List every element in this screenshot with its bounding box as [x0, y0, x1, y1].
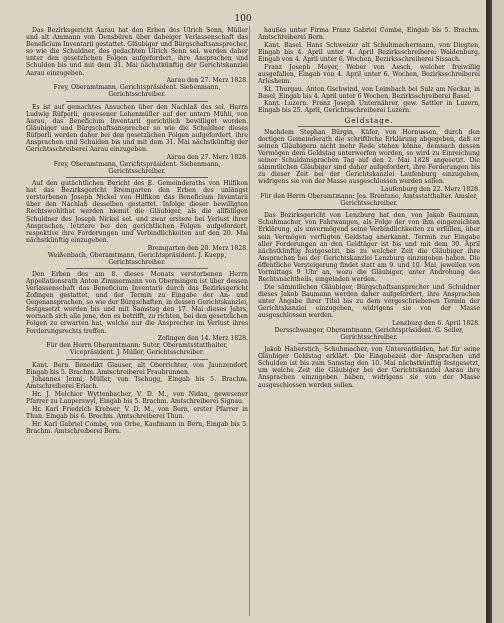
left-column-signature-line: Aarau den 27. Merz 1828.	[166, 77, 248, 85]
left-column-signature-line: Bremgarten den 20. Merz 1828.	[147, 244, 248, 252]
right-column-paragraph: Jakob Haberstich, Schuhmacher, von Unterentfelden, hat für seine Gläubiger Geldstag erklärt. Die Eingabezeit der Ansprachen und Schulden ist bis zum Samstag den 10. Mai nächstkünftig festgesetzt, um welche Zeit die Gläubiger bei der Gerichtskanzlei Aarau ihre Ansprachen einzugeben haben, widrigens sie von der Masse ausgeschlossen werden sollen.	[258, 346, 480, 389]
right-column-signature-line: Laufenburg den 22. Merz 1828.	[380, 185, 480, 193]
right-column-paragraph: haußes unter Firma Franz Gabriel Combe, Eingab bis 5. Brachm. Amtschreiberei Bern.	[258, 27, 480, 42]
right-column-signature-block: Für den Herrn Oberamtmann: Jos. Brentano, Amtsstatthalter. Amsler, Gerichtsschreiber.	[260, 193, 478, 208]
left-column-signature-line: Zofingen den 14. Merz 1828.	[157, 335, 248, 343]
separator-rule	[298, 209, 440, 210]
left-column-paragraph: Hr. Karl Friedrich Krebser, V. D. M., von Bern, erster Pfarrer in Thun. Eingab bis 6. Brachm. Amtschreiberei Thun.	[26, 405, 248, 420]
left-column	[26, 27, 248, 435]
right-column-section-heading: Geldstage.	[344, 115, 394, 125]
right-column-paragraph: Kt. Thurgau. Anton Gschwind, von Leimbach bei Sulz am Neckar, in Basel, Eingab bis 4. April unter 6 Wochen, Bezirksschreiberei Basel.	[258, 85, 480, 100]
left-column-paragraph: Auf den gutächtlichen Bericht des E. Gemeinderaths von Hilfikon hat das Bezirksgericht Bremgarten den Erben des unlängst verstorbenen Joseph Nickel von Hilfikon das Beneficium Inventarii über den Nachlaß desselben gestattet. Infolge dieser bewilligten Rechtswohlthat werden hiemit die Gläubiger, als die allfälligen Schuldner des Joseph Nickel sel. und zwar erstere bei Verlust ihrer Ansprachen, letztere bei den gerichtlichen Folgen aufgefordert, respektive ihre Forderungen und Verbindlichkeiten auf den 20. Mai nächstkünftig einzugeben.	[26, 180, 248, 244]
right-column-signature-line: Lenzburg den 6. April 1828.	[392, 319, 480, 327]
left-column-paragraph: Den Erben des am 8. dieses Monats verstorbenen Herrn Appellationsrath Anton Zimmermann von Obermingen ist über dessen Verlassenschaft das Beneficium Inventarii durch das Bezirksgericht Zofingen gestattet, und der Termin zu Eingabe der An- und Gegenansprachen, so wie der Bürgschaften, in dessen Gerichtskanzlei, festgesetzt worden bis und mit Samstag den 17. Mai dieses Jahrs, wornach sich alle jene, den es betrifft, zu richten, bei den gesetzlichen Folgen zu erwarten hat, welche nur die Ansprecher im Verlust ihres Forderungsrechts treffen.	[26, 270, 248, 335]
separator-rule	[66, 101, 208, 102]
separator-rule	[298, 126, 440, 127]
separator-rule	[66, 268, 208, 269]
left-column-signature-block: Weißenbach, Oberamtmann, Gerichtspräsident. J. Kuepp, Gerichtsschreiber.	[47, 251, 227, 266]
left-column-paragraph: Das Bezirksgericht Aarau hat den Erben des Ulrich Senn, Müller und alt Ammann von Densbüren über dabeiger Verlassenschaft das Beneficium Inventarii gestattet. Gläubiger und Bürgschaftsansprecher, so wie die Schuldner, des gedachten Ulrich Senn sel. werden daher unter den gesetzlichen Folgen aufgefordert, ihre Ansprachen und Schulden bis und mit dem 31. Mai nächstkünftig der Gerichtskanzlei Aarau einzugeben.	[26, 27, 248, 77]
left-column-paragraph: Johannes Jenni, Müller, von Tschugg, Eingab bis 5. Brachm. Amtschreiberei Erlach.	[26, 376, 248, 391]
left-column-paragraph: Hr. J. Melchior Wyttenbacher, V. D. M., von Nidau, gewesener Pfarrer zu Lauperswyl, Eingab bis 5. Brachm. Amtschreiberei Signau.	[26, 391, 248, 406]
separator-rule	[298, 343, 440, 344]
right-column	[258, 27, 480, 389]
left-column-paragraph: Hr. Karl Gabriel Combe, von Orbe, Kaufmann in Bern, Eingab bis 5. Brachm. Amtschreiberei Bern.	[26, 420, 248, 435]
left-column-signature-block: Frey, Oberamtmann, Gerichtspräsident. Siebenmann, Gerichtsschreiber.	[53, 160, 221, 175]
right-column-signature-block: Dersschwanger, Oberamtmann, Gerichtspräsident. G. Seiler, Gerichtsschreiber.	[274, 326, 464, 341]
left-column-signature-line: Aarau den 27. Merz 1828.	[166, 153, 248, 161]
right-column-paragraph: Die sämmtlichen Gläubiger, Bürgschaftsansprecher und Schuldner dieses Jakob Baumann werden daher aufgefordert, ihre Ansprachen unter Angabe ihrer Titel bis zu dem vorgeschriebenen Termin der Gerichtskanzlei einzugeben, widrigens sie von der Masse ausgeschlossen werden.	[258, 283, 480, 320]
left-column-paragraph: Es ist auf gemachtes Ansuchen über den Nachlaß des sel. Herrn Ludwig Rüfperli, gewesener Lehenmüller auf der untern Mühli, von Aarau, das Beneficium Inventarii gerichtlich bewilliget worden. Gläubiger und Bürgschaftsansprecher so wie die Schuldner dieses Rüfperli werden daher bei den gesetzlichen Folgen aufgefordert, ihre Ansprachen und Schulden bis und mit dem 31. Mai nächstkünftig der Gerichtsschreiberei Aarau einzugeben.	[26, 103, 248, 154]
column-divider	[249, 26, 250, 616]
left-column-signature-block: Für den Herrn Oberamtmann: Suter, Oberamtsstatthalter, Vicepräsident. J. Müller, Gerichtsschreiber.	[46, 342, 228, 357]
left-column-paragraph: Kant. Bern. Benedikt Glauser, alt Oberrichter, von Jaunzendorf, Eingab bis 5. Brachm. Amtschreiberei Fraubrunnen.	[26, 361, 248, 376]
right-column-paragraph: Kant. Luzern. Franz Joseph Unternährer, gew. Sattler in Luzern, Eingab bis 25. April, Gerichtsschreiberei Luzern.	[258, 100, 480, 115]
right-column-paragraph: Franz Joseph Meyer, Weber von Aesch, welcher freiwillig ausgefallen, Eingab von 4. April unter 6. Wochen, Bezirksschreiberei Arlesheim.	[258, 63, 480, 85]
next-page-edge	[492, 0, 504, 623]
separator-rule	[66, 177, 208, 178]
right-column-paragraph: Nachdem Stephan Bürgin, Küfer, von Hornussen, durch den dortigen Gemeinderath die schriftliche Erklärung abgegeben, daß er seinen Gläubigern nicht mehr Rede stehen könne, demnach dessen Vermögen dem Geldstag unterworfen worden, so wird zu Einreichung seiner Schuldansprachen Tag auf den 2. Mai 1828 angesetzt. Die sämmtlichen Gläubiger sind daher aufgefordert, ihre Forderungen bis zu dieser Zeit bei der Gerichtskanzlei Laufenburg einzugeben, widrigens sie von der Masse ausgeschlossen werden sollen.	[258, 128, 480, 186]
page-number: 100	[234, 14, 252, 24]
separator-rule	[66, 359, 208, 360]
left-column-signature-block: Frey, Oberamtmann, Gerichtspräsident. Siebenmann, Gerichtsschreiber.	[53, 84, 221, 99]
right-column-paragraph: Kant. Basel. Hans Schweizer alt Schuhmachermann, von Diegten, Eingab bis 4. April unter 4. April Bezirksschreiberei Waldenburg. Eingab von 4. April unter 6. Wochen, Bezirksschreiberei Sissach.	[258, 41, 480, 63]
right-column-paragraph: Das Bezirksgericht von Lenzburg hat den, von Jakob Baumann, Schuhmacher, von Fahrwangen, als Folge der von ihm eingereichten Erklärung, als unvermögend seine Verbindlichkeiten zu erfüllen, über sein Vermögen verfügten Geldstag anerkannt. Termin zur Eingabe aller Forderungen an den Geldtäger ist bis und mit dem 30. April nächstkünftig festgesetzt, bis zu welcher Zeit die Gläubiger ihre Ansprachen bei der Gerichtskanzlei Lenzburg einzugeben haben. Die öffentliche Versteigerung findet statt am 9. und 10. Mai, jeweilen von Vormittags 9 Uhr an, wozu die Gläubiger, unter Androhung des Rechtsnachtheils, eingeladen werden.	[258, 212, 480, 284]
